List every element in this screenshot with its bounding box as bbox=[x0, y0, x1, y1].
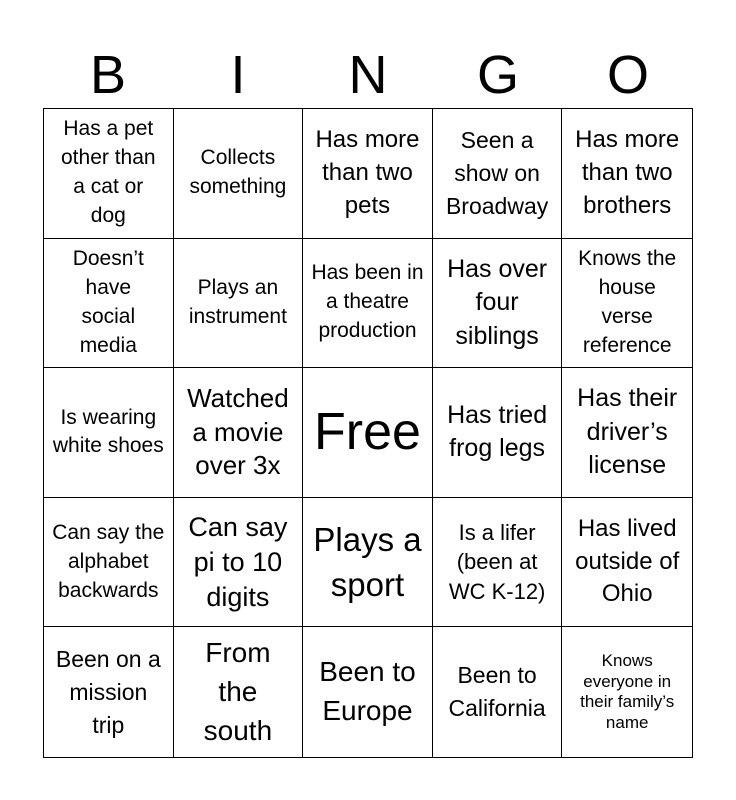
free-space: Free bbox=[314, 403, 421, 462]
bingo-cell-b1[interactable] bbox=[44, 109, 174, 239]
bingo-cell-b5[interactable] bbox=[44, 627, 174, 757]
bingo-cell-text: Seen a show on Broadway bbox=[445, 126, 549, 219]
bingo-cell-text: Is a lifer (been at WC K-12) bbox=[448, 520, 546, 604]
bingo-cell-o3[interactable] bbox=[562, 368, 692, 498]
bingo-cell-text: Can say pi to 10 digits bbox=[188, 511, 288, 612]
bingo-header bbox=[43, 40, 693, 108]
bingo-cell-text: Been on a mission trip bbox=[55, 645, 161, 738]
bingo-cell-i3[interactable] bbox=[174, 368, 304, 498]
bingo-cell-n4[interactable] bbox=[303, 498, 433, 628]
header-letter-o: O bbox=[606, 45, 649, 105]
header-letter-g: G bbox=[476, 45, 519, 105]
bingo-cell-o5[interactable] bbox=[562, 627, 692, 757]
bingo-cell-g3[interactable] bbox=[433, 368, 563, 498]
bingo-cell-g5[interactable] bbox=[433, 627, 563, 757]
bingo-cell-b2[interactable] bbox=[44, 239, 174, 369]
bingo-cell-text: Watched a movie over 3x bbox=[187, 383, 289, 481]
header-letter-i: I bbox=[230, 45, 246, 105]
bingo-cell-o1[interactable] bbox=[562, 109, 692, 239]
bingo-cell-text: Has lived outside of Ohio bbox=[575, 515, 680, 608]
bingo-cell-text: Knows the house verse reference bbox=[578, 246, 677, 357]
bingo-cell-text: Can say the alphabet backwards bbox=[52, 520, 165, 602]
bingo-cell-text: Is wearing white shoes bbox=[52, 405, 164, 458]
bingo-cell-g1[interactable] bbox=[433, 109, 563, 239]
header-letter-n: N bbox=[348, 45, 388, 105]
bingo-cell-text: Has a pet other than a cat or dog bbox=[61, 117, 156, 228]
bingo-cell-text: Has over four siblings bbox=[447, 254, 548, 350]
bingo-cell-text: Has tried frog legs bbox=[447, 400, 548, 463]
bingo-cell-n3[interactable] bbox=[303, 368, 433, 498]
bingo-cell-text: Been to Europe bbox=[319, 656, 416, 727]
bingo-cell-g4[interactable] bbox=[433, 498, 563, 628]
bingo-cell-text: From the south bbox=[203, 636, 273, 746]
bingo-cell-text: Been to California bbox=[448, 662, 546, 722]
bingo-cell-i5[interactable] bbox=[174, 627, 304, 757]
bingo-board bbox=[43, 108, 693, 758]
bingo-cell-b4[interactable] bbox=[44, 498, 174, 628]
bingo-cell-text: Has been in a theatre production bbox=[311, 261, 424, 343]
bingo-cell-b3[interactable] bbox=[44, 368, 174, 498]
bingo-cell-i1[interactable] bbox=[174, 109, 304, 239]
bingo-cell-g2[interactable] bbox=[433, 239, 563, 369]
bingo-cell-text: Plays an instrument bbox=[188, 275, 287, 328]
bingo-cell-text: Has more than two pets bbox=[315, 126, 420, 219]
bingo-cell-o2[interactable] bbox=[562, 239, 692, 369]
bingo-cell-text: Knows everyone in their family’s name bbox=[580, 651, 675, 732]
bingo-cell-text: Collects something bbox=[189, 146, 287, 199]
bingo-cell-i4[interactable] bbox=[174, 498, 304, 628]
bingo-cell-n5[interactable] bbox=[303, 627, 433, 757]
bingo-cell-text: Doesn’t have social media bbox=[72, 246, 144, 357]
bingo-cell-i2[interactable] bbox=[174, 239, 304, 369]
bingo-cell-text: Has more than two brothers bbox=[575, 126, 680, 219]
bingo-cell-o4[interactable] bbox=[562, 498, 692, 628]
bingo-cell-text: Has their driver’s license bbox=[577, 384, 678, 480]
bingo-cell-n2[interactable] bbox=[303, 239, 433, 369]
header-letter-b: B bbox=[89, 45, 127, 105]
bingo-cell-text: Plays a sport bbox=[313, 520, 422, 604]
bingo-cell-n1[interactable] bbox=[303, 109, 433, 239]
